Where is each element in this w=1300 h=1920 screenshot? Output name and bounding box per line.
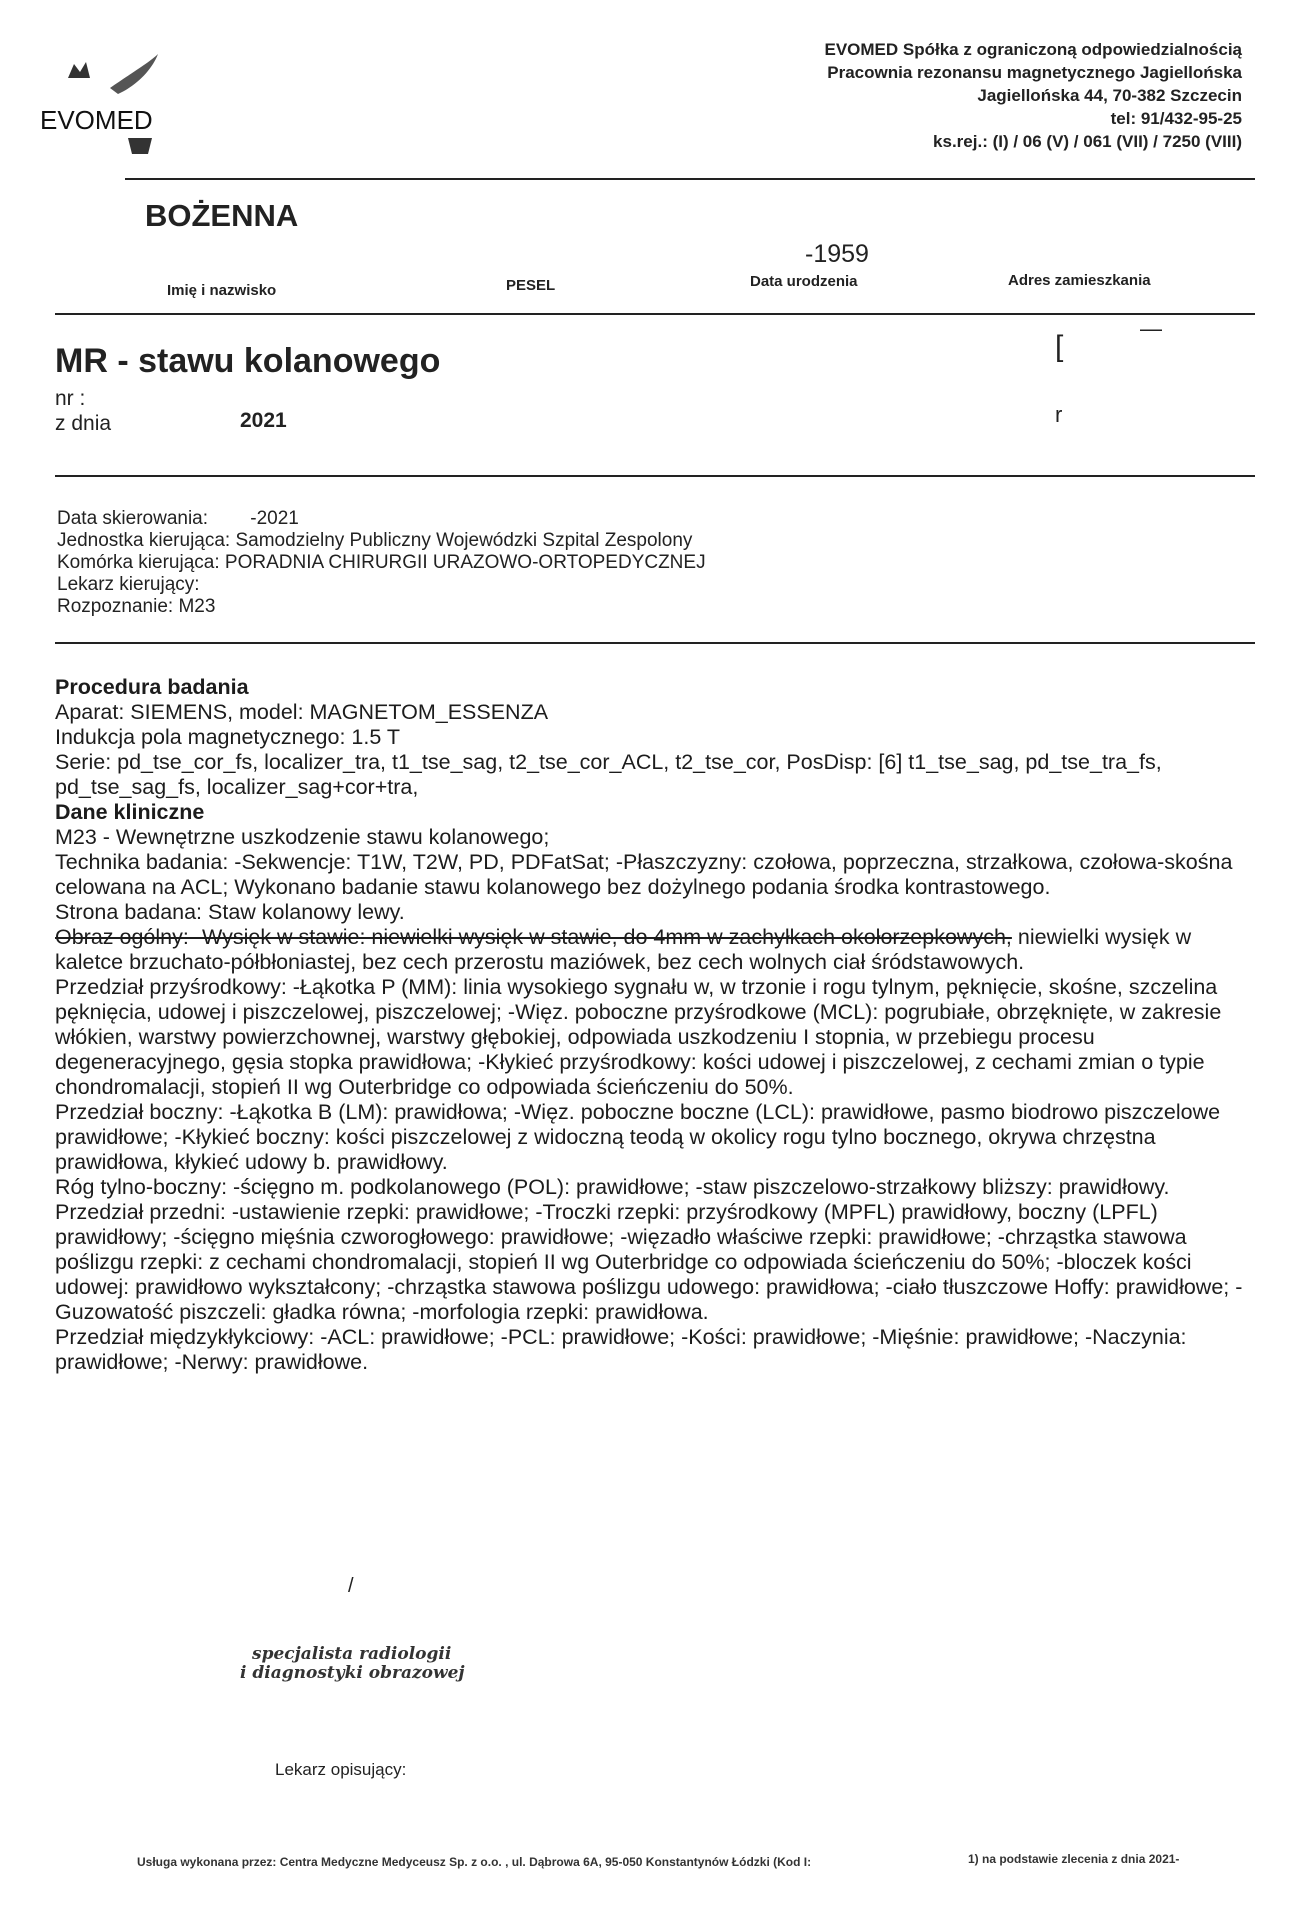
examined-side: Strona badana: Staw kolanowy lewy.: [55, 900, 405, 924]
stamp-line-1: specjalista radiologii: [252, 1644, 452, 1664]
stamp-line-2: i diagnostyki obrazowej: [240, 1663, 465, 1683]
divider: [125, 178, 1255, 180]
company-address: Jagiellońska 44, 70-382 Szczecin: [977, 86, 1242, 105]
company-name: EVOMED Spółka z ograniczoną odpowiedzialnością: [824, 40, 1242, 59]
apparatus: Aparat: SIEMENS, model: MAGNETOM_ESSENZA: [55, 700, 549, 724]
report-body: [55, 675, 1255, 1375]
exam-date-value: 2021: [240, 409, 287, 432]
lateral-compartment: Przedział boczny: -Łąkotka B (LM): prawidłowa; -Więz. poboczne boczne (LCL): prawidłowe, pasmo biodrowo piszczelowe prawidłowe; -Kłykieć boczny: kości piszczelowej z widoczną teodą w okolicy rogu tylno bocznego, okrywa chrzęstna prawidłowa, kłykieć udowy b. prawidłowy.: [55, 1100, 1221, 1174]
induction: Indukcja pola magnetycznego: 1.5 T: [55, 725, 401, 749]
logo-leaf-right: [110, 54, 158, 94]
general-finding: [55, 925, 1255, 975]
referral-diagnosis: Rozpoznanie: M23: [57, 596, 216, 617]
referral-date: Data skierowania: -2021: [57, 508, 299, 529]
referral-unit: Jednostka kierująca: Samodzielny Publiczny Wojewódzki Szpital Zespolony: [57, 530, 693, 551]
posterolateral-corner: Róg tylno-boczny: -ścięgno m. podkolanowego (POL): prawidłowe; -staw piszczelowo-strzałkowy bliższy: prawidłowy.: [55, 1175, 1170, 1199]
redaction-mark: r: [1055, 402, 1063, 427]
company-header: [824, 38, 1242, 153]
clinical-data: M23 - Wewnętrzne uszkodzenie stawu kolanowego;: [55, 825, 550, 849]
exam-nr-label: nr :: [55, 387, 86, 410]
exam-title: MR - stawu kolanowego: [55, 342, 441, 380]
redaction-mark: [: [1055, 330, 1064, 363]
pen-mark: /: [348, 1575, 354, 1597]
label-address: Adres zamieszkania: [1008, 272, 1151, 289]
signature-stamp: [240, 1645, 465, 1683]
birth-date: -1959: [805, 240, 869, 268]
medial-compartment: Przedział przyśrodkowy: -Łąkotka P (MM): linia wysokiego sygnału w, w trzonie i rogu tylnym, pęknięcie, skośne, szczelina pęknięcia, udowej i piszczelowej, piszczelowej; -Więz. poboczne przyśrodkowe (MCL): pogrubiałe, obrzęknięte, w zakresie włókien, warstwy powierzchownej, warstwy głębokiej, odpowiada uszkodzeniu I stopnia, w przebiegu procesu degeneracyjnego, gęsia stopka prawidłowa; -Kłykieć przyśrodkowy: kości udowej i piszczelowej, z cechami zmian o typie chondromalacji, stopień II wg Outerbridge co odpowiada ścieńczeniu do 50%.: [55, 975, 1222, 1099]
anterior-compartment: Przedział przedni: -ustawienie rzepki: prawidłowe; -Troczki rzepki: przyśrodkowy (MPFL) prawidłowy, boczny (LPFL) prawidłowy; -ścięgno mięśnia czworogłowego: prawidłowe; -więzadło właściwe rzepki: prawidłowe; -chrząstka stawowa poślizgu rzepki: z cechami chondromalacji, stopień II wg Outerbridge co odpowiada ścieńczeniu do 50%; -bloczek kości udowej: prawidłowo wykształcony; -chrząstka stawowa poślizgu udowego: prawidłowa; -ciało tłuszczowe Hoffy: prawidłowe; -Guzowatość piszczeli: gładka równa; -morfologia rzepki: prawidłowa.: [55, 1200, 1243, 1324]
label-birth: Data urodzenia: [750, 273, 858, 290]
redaction-mark: —: [1140, 316, 1162, 341]
company-phone: tel: 91/432-95-25: [1110, 109, 1242, 128]
patient-name: BOŻENNA: [145, 198, 299, 233]
divider: [55, 475, 1255, 477]
logo-leaf-left: [68, 62, 90, 78]
doctor-label: Lekarz opisujący:: [275, 1760, 407, 1779]
referral-department: Komórka kierująca: PORADNIA CHIRURGII URAZOWO-ORTOPEDYCZNEJ: [57, 552, 706, 573]
logo-base: [128, 138, 152, 154]
clinical-heading: Dane kliniczne: [55, 800, 205, 824]
referral-doctor: Lekarz kierujący:: [57, 574, 200, 595]
company-registry: ks.rej.: (I) / 06 (V) / 061 (VII) / 7250 (VIII): [933, 132, 1242, 151]
general-finding-struck: Obraz ogólny: -Wysięk w stawie: niewielki wysięk w stawie, do 4mm w zachyłkach okołorzepkowych,: [55, 925, 1012, 949]
label-pesel: PESEL: [506, 277, 556, 294]
company-department: Pracownia rezonansu magnetycznego Jagiellońska: [827, 63, 1242, 82]
referral-block: [57, 508, 706, 618]
logo-text: EVOMED: [40, 105, 153, 135]
series: Serie: pd_tse_cor_fs, localizer_tra, t1_tse_sag, t2_tse_cor_ACL, t2_tse_cor, PosDisp: [6] t1_tse_sag, pd_tse_tra_fs, pd_tse_sag_fs, localizer_sag+cor+tra,: [55, 750, 1162, 799]
footer-right: 1) na podstawie zlecenia z dnia 2021-: [968, 1852, 1180, 1866]
intercondylar-compartment: Przedział międzykłykciowy: -ACL: prawidłowe; -PCL: prawidłowe; -Kości: prawidłowe; -Mięśnie: prawidłowe; -Naczynia: prawidłowe; -Nerwy: prawidłowe.: [55, 1325, 1187, 1374]
exam-date-label: z dnia: [55, 412, 112, 435]
technique: Technika badania: -Sekwencje: T1W, T2W, PD, PDFatSat; -Płaszczyzny: czołowa, poprzeczna, strzałkowa, czołowa-skośna celowana na ACL; Wykonano badanie stawu kolanowego bez dożylnego podania środka kontrastowego.: [55, 850, 1233, 899]
label-name: Imię i nazwisko: [167, 282, 277, 299]
procedure-heading: Procedura badania: [55, 675, 249, 699]
divider: [55, 313, 1255, 315]
general-finding-rest: niewielki wysięk w kaletce brzuchato-półbłoniastej, bez cech przerostu maziówek, bez cech wolnych ciał śródstawowych.: [55, 925, 1192, 974]
divider: [55, 642, 1255, 644]
footer-left: Usługa wykonana przez: Centra Medyczne Medyceusz Sp. z o.o. , ul. Dąbrowa 6A, 95-050 Konstantynów Łódzki (Kod I:: [137, 1855, 812, 1869]
